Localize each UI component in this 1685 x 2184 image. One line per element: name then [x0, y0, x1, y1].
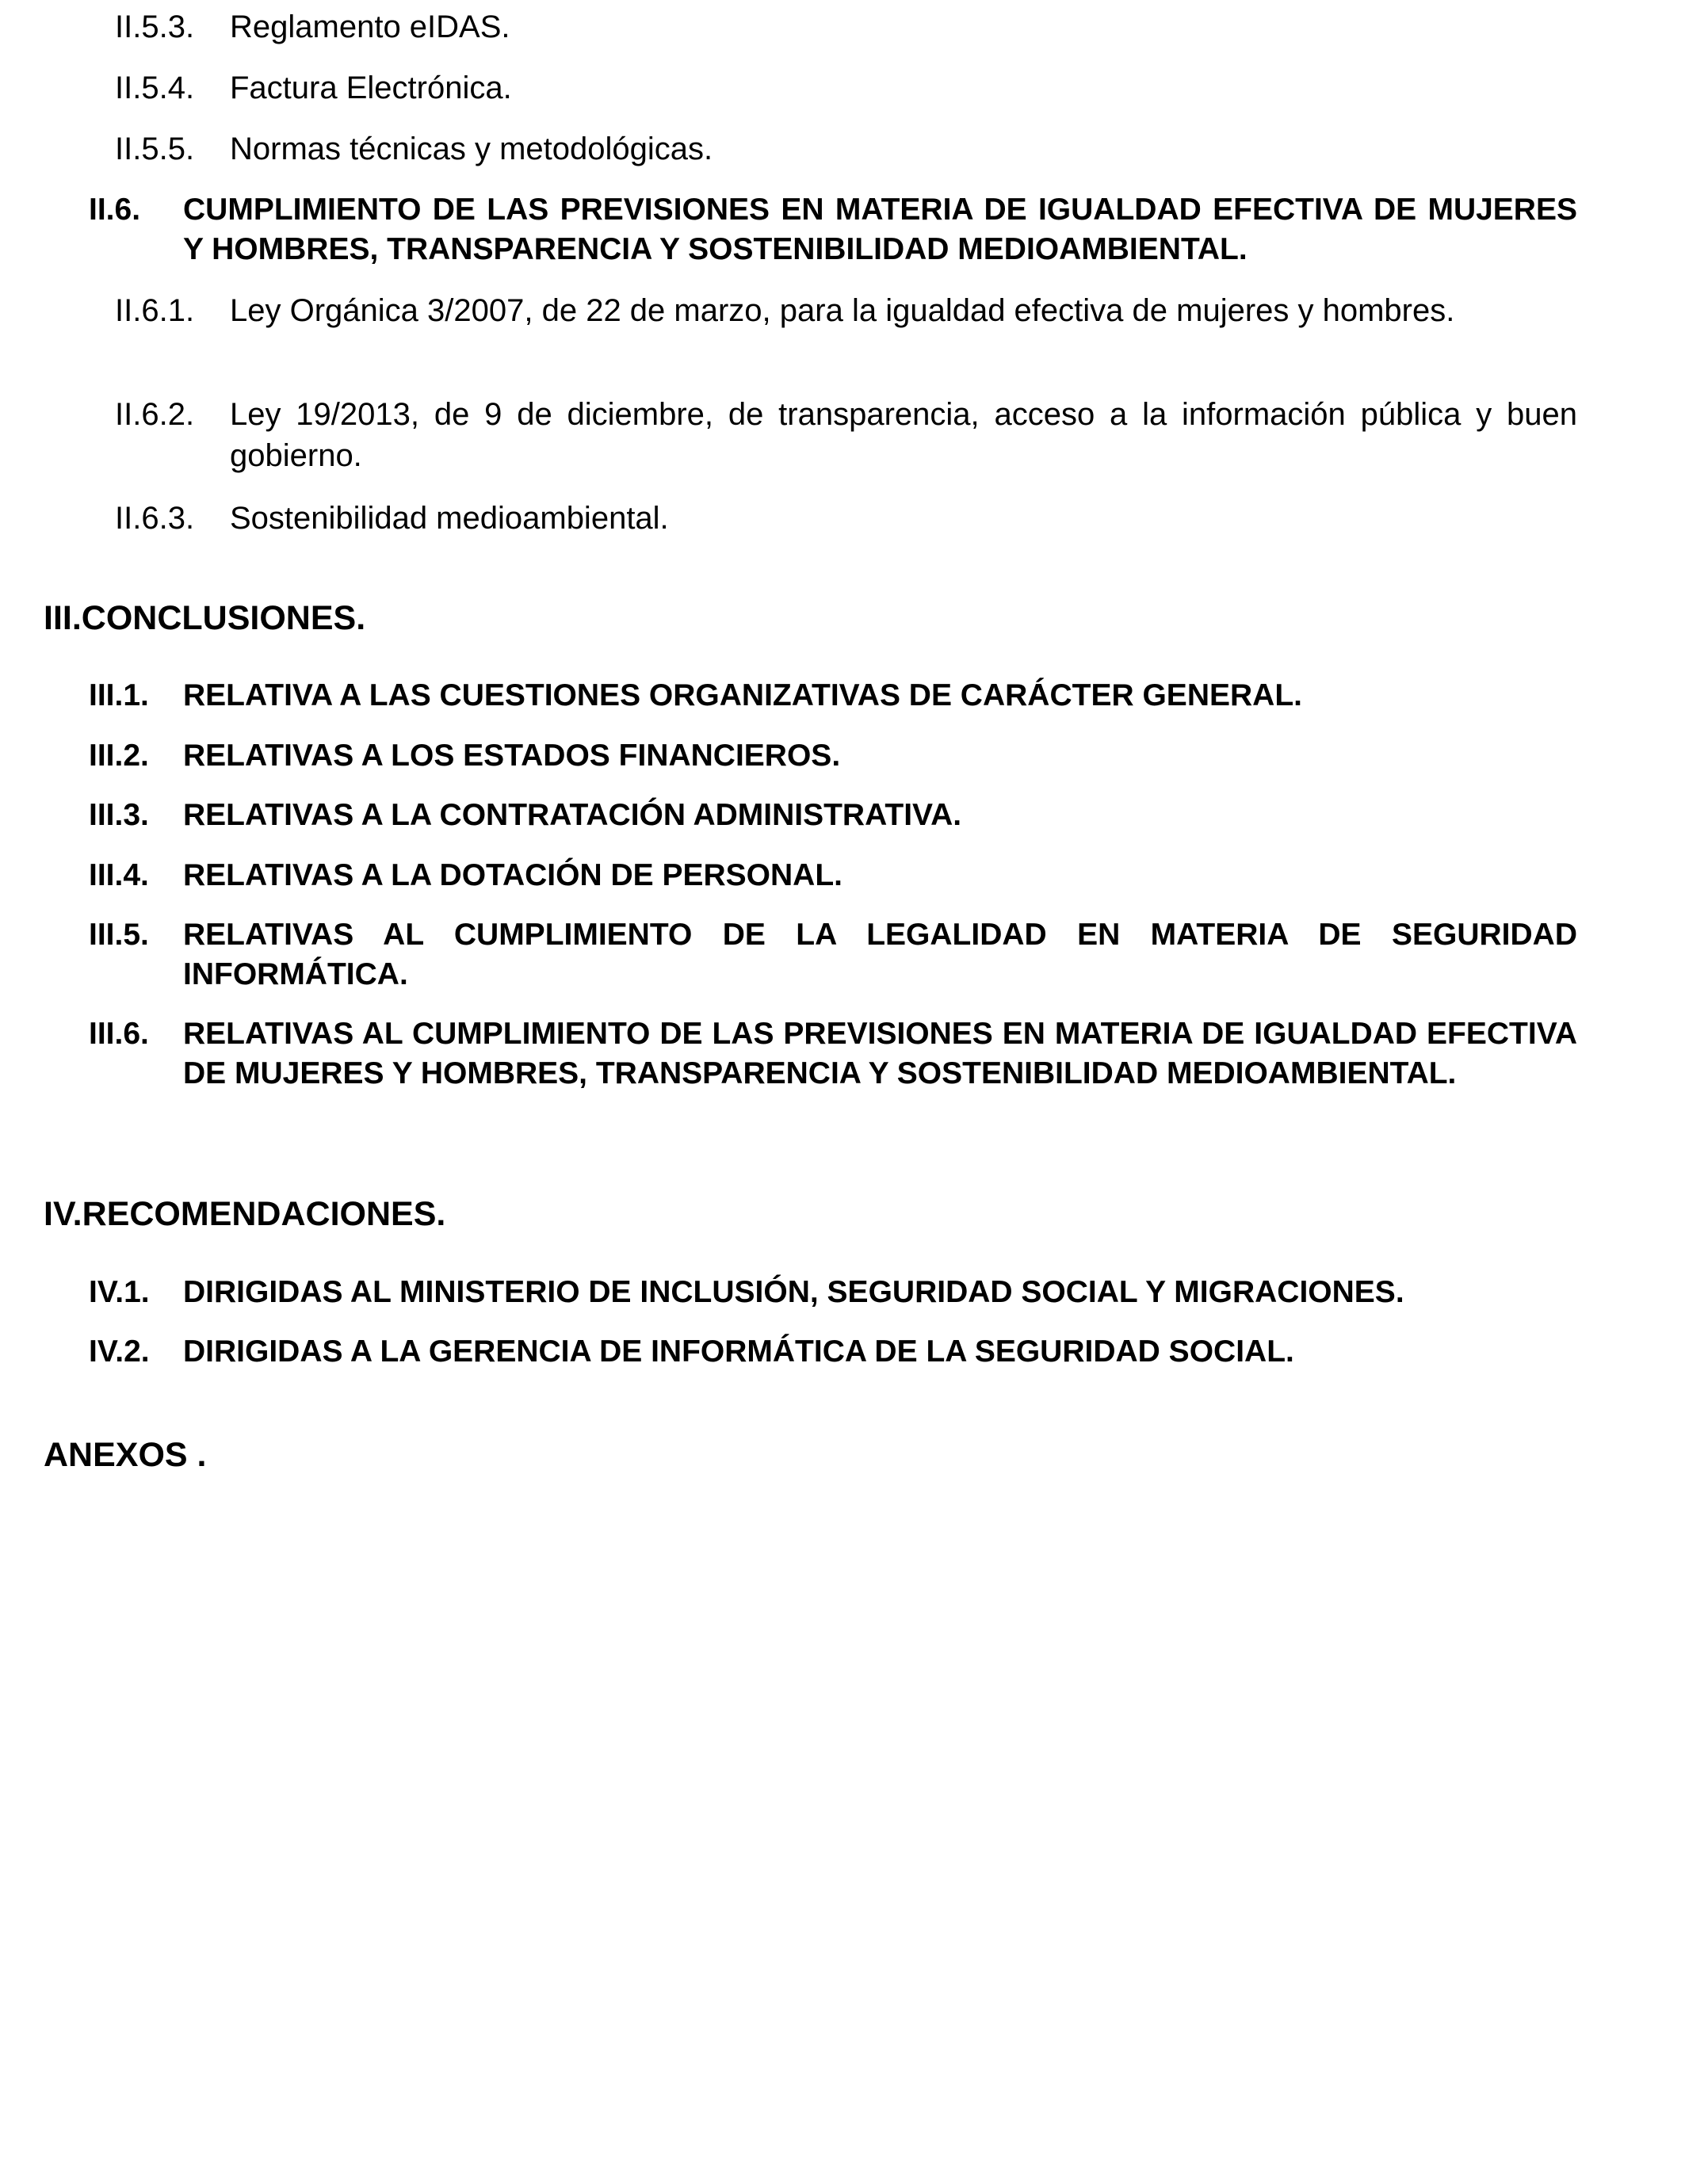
toc-section-number: III.3.: [89, 798, 149, 832]
toc-section-iii-5[interactable]: [89, 915, 1577, 995]
toc-section-text: RELATIVAS A LA DOTACIÓN DE PERSONAL.: [183, 858, 843, 892]
toc-entry-text: Factura Electrónica.: [230, 71, 512, 105]
toc-section-number: IV.2.: [89, 1334, 150, 1369]
toc-section-iv-2[interactable]: [89, 1332, 1577, 1372]
toc-entry-number: II.6.1.: [115, 293, 195, 328]
toc-section-iii-3[interactable]: [89, 796, 1577, 835]
toc-section-number: III.5.: [89, 918, 149, 952]
toc-section-ii-6[interactable]: [89, 190, 1577, 269]
toc-entry-number: II.5.3.: [115, 10, 195, 44]
toc-entry-ii-5-4[interactable]: [115, 67, 1577, 109]
toc-entry-ii-6-2[interactable]: [115, 394, 1577, 476]
toc-section-number: III.1.: [89, 678, 149, 712]
toc-section-number: II.6.: [89, 193, 141, 227]
toc-entry-number: II.5.4.: [115, 71, 195, 105]
toc-section-number: III.6.: [89, 1017, 149, 1051]
toc-section-iii-6[interactable]: [89, 1014, 1577, 1094]
toc-section-iv-1[interactable]: [89, 1273, 1577, 1312]
toc-entry-text: Normas técnicas y metodológicas.: [230, 132, 713, 166]
toc-heading-conclusiones[interactable]: [44, 596, 1549, 640]
toc-entry-text: Sostenibilidad medioambiental.: [230, 501, 669, 536]
toc-entry-number: II.5.5.: [115, 132, 195, 166]
toc-section-number: IV.1.: [89, 1275, 150, 1309]
toc-entry-ii-5-3[interactable]: [115, 6, 1577, 48]
toc-section-number: III.2.: [89, 739, 149, 773]
toc-section-iii-2[interactable]: [89, 736, 1577, 776]
toc-section-text: RELATIVAS A LOS ESTADOS FINANCIEROS.: [183, 739, 841, 773]
toc-heading-title: RECOMENDACIONES.: [82, 1195, 446, 1233]
toc-section-iii-4[interactable]: [89, 856, 1577, 895]
toc-entry-ii-6-3[interactable]: [115, 498, 1577, 539]
toc-section-text: DIRIGIDAS AL MINISTERIO DE INCLUSIÓN, SEGURIDAD SOCIAL Y MIGRACIONES.: [183, 1275, 1404, 1309]
toc-entry-text: Ley 19/2013, de 9 de diciembre, de transparencia, acceso a la información pública y buen gobierno.: [230, 397, 1577, 473]
toc-section-text: CUMPLIMIENTO DE LAS PREVISIONES EN MATERIA DE IGUALDAD EFECTIVA DE MUJERES Y HOMBRES, TRANSPARENCIA Y SOSTENIBILIDAD MEDIOAMBIENTAL.: [183, 193, 1577, 266]
toc-heading-anexos[interactable]: ANEXOS .: [44, 1436, 207, 1474]
toc-section-text: RELATIVAS A LA CONTRATACIÓN ADMINISTRATIVA.: [183, 798, 962, 832]
toc-section-number: III.4.: [89, 858, 149, 892]
toc-entry-number: II.6.2.: [115, 397, 195, 432]
toc-heading-number: III.: [44, 599, 82, 637]
toc-entry-text: Reglamento eIDAS.: [230, 10, 510, 44]
toc-entry-ii-5-5[interactable]: [115, 128, 1577, 170]
toc-section-text: DIRIGIDAS A LA GERENCIA DE INFORMÁTICA DE LA SEGURIDAD SOCIAL.: [183, 1334, 1294, 1369]
toc-entry-ii-6-1[interactable]: [115, 290, 1577, 331]
toc-heading-number: IV.: [44, 1195, 82, 1233]
toc-heading-title: CONCLUSIONES.: [81, 599, 366, 637]
toc-section-text: RELATIVAS AL CUMPLIMIENTO DE LA LEGALIDAD EN MATERIA DE SEGURIDAD INFORMÁTICA.: [183, 918, 1577, 991]
toc-section-iii-1[interactable]: [89, 676, 1577, 716]
toc-entry-number: II.6.3.: [115, 501, 195, 536]
toc-entry-text: Ley Orgánica 3/2007, de 22 de marzo, para la igualdad efectiva de mujeres y hombres.: [230, 293, 1455, 328]
toc-section-text: RELATIVAS AL CUMPLIMIENTO DE LAS PREVISIONES EN MATERIA DE IGUALDAD EFECTIVA DE MUJERES Y HOMBRES, TRANSPARENCIA Y SOSTENIBILIDAD MEDIOAMBIENTAL.: [183, 1017, 1577, 1090]
toc-section-text: RELATIVA A LAS CUESTIONES ORGANIZATIVAS DE CARÁCTER GENERAL.: [183, 678, 1302, 712]
toc-heading-recomendaciones[interactable]: [44, 1192, 1549, 1236]
